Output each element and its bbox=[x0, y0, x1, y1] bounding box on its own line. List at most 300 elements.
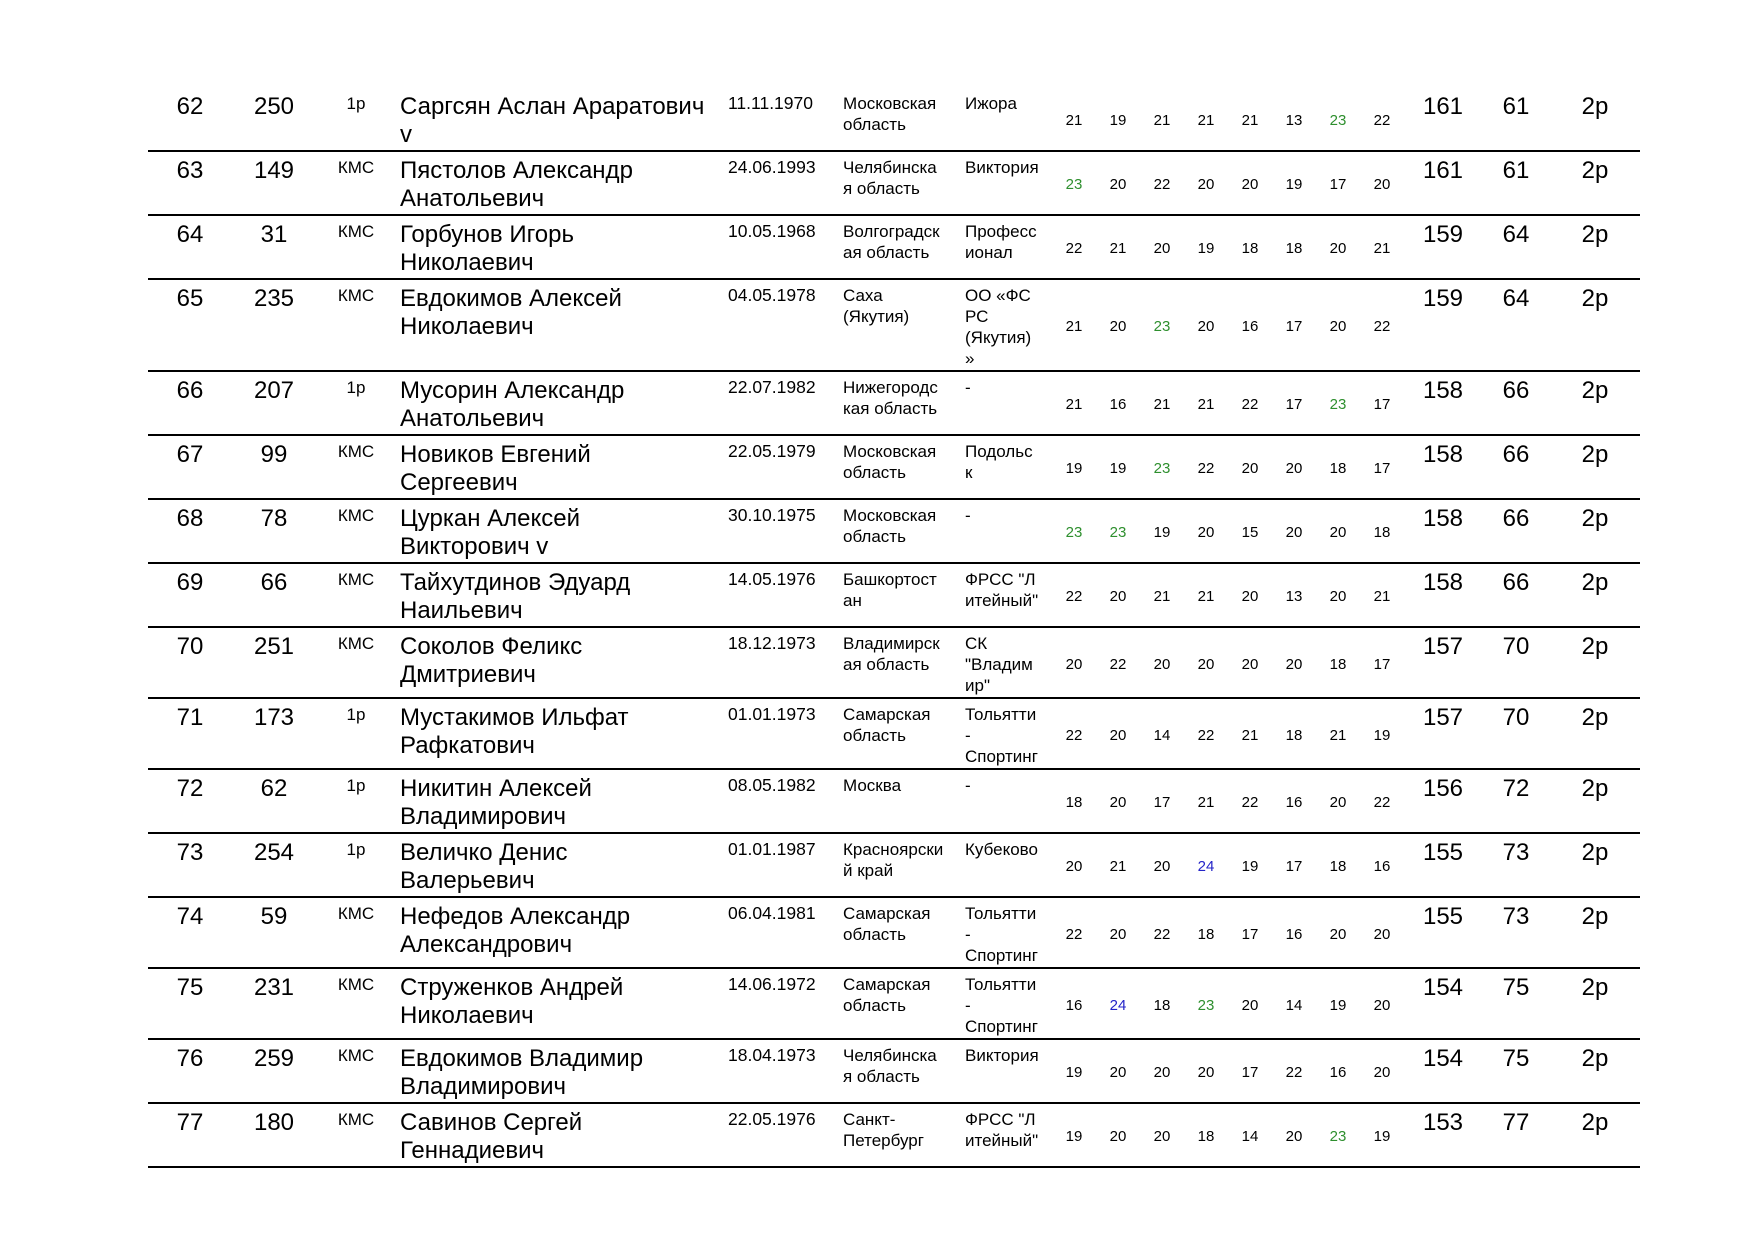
series-score-cell: 17 bbox=[1272, 279, 1316, 371]
total-score-cell: 155 bbox=[1404, 833, 1482, 897]
category-cell: 2р bbox=[1550, 1039, 1640, 1103]
category-cell: 2р bbox=[1550, 698, 1640, 769]
series-score-cell: 19 bbox=[1360, 1103, 1404, 1167]
series-score-cell: 14 bbox=[1140, 698, 1184, 769]
series-score-cell: 22 bbox=[1052, 698, 1096, 769]
start-number-cell: 235 bbox=[232, 279, 316, 371]
series-score-cell: 20 bbox=[1052, 833, 1096, 897]
result-row bbox=[148, 371, 1640, 435]
final-place-cell: 70 bbox=[1482, 627, 1550, 698]
series-score-cell: 20 bbox=[1096, 563, 1140, 627]
series-score-cell: 20 bbox=[1316, 769, 1360, 833]
result-row bbox=[148, 215, 1640, 279]
result-row bbox=[148, 151, 1640, 215]
birth-date-cell: 11.11.1970 bbox=[724, 88, 839, 151]
series-score-cell: 14 bbox=[1228, 1103, 1272, 1167]
final-place-cell: 75 bbox=[1482, 968, 1550, 1039]
place-cell: 62 bbox=[148, 88, 232, 151]
club-cell: ФРСС "Л итейный" bbox=[961, 563, 1052, 627]
series-score-cell: 20 bbox=[1184, 499, 1228, 563]
club-cell: Подольс к bbox=[961, 435, 1052, 499]
start-number-cell: 207 bbox=[232, 371, 316, 435]
series-score-cell: 20 bbox=[1184, 279, 1228, 371]
series-score-cell: 24 bbox=[1096, 968, 1140, 1039]
series-score-cell: 20 bbox=[1140, 215, 1184, 279]
series-score-cell: 23 bbox=[1096, 499, 1140, 563]
series-score-cell: 16 bbox=[1052, 968, 1096, 1039]
series-score-cell: 17 bbox=[1228, 1039, 1272, 1103]
region-cell: Красноярски й край bbox=[839, 833, 961, 897]
athlete-name-cell: Тайхутдинов Эдуард Наильевич bbox=[396, 563, 724, 627]
series-score-cell: 20 bbox=[1096, 279, 1140, 371]
category-cell: 2р bbox=[1550, 968, 1640, 1039]
series-score-cell: 20 bbox=[1316, 499, 1360, 563]
region-cell: Московская область bbox=[839, 88, 961, 151]
series-score-cell: 20 bbox=[1096, 151, 1140, 215]
athlete-name-cell: Евдокимов Алексей Николаевич bbox=[396, 279, 724, 371]
result-row bbox=[148, 698, 1640, 769]
total-score-cell: 158 bbox=[1404, 563, 1482, 627]
series-score-cell: 18 bbox=[1228, 215, 1272, 279]
series-score-cell: 20 bbox=[1316, 563, 1360, 627]
series-score-cell: 19 bbox=[1052, 1103, 1096, 1167]
series-score-cell: 18 bbox=[1316, 833, 1360, 897]
start-number-cell: 251 bbox=[232, 627, 316, 698]
series-score-cell: 22 bbox=[1184, 435, 1228, 499]
series-score-cell: 20 bbox=[1184, 627, 1228, 698]
place-cell: 69 bbox=[148, 563, 232, 627]
region-cell: Самарская область bbox=[839, 897, 961, 968]
series-score-cell: 18 bbox=[1184, 1103, 1228, 1167]
series-score-cell: 19 bbox=[1140, 499, 1184, 563]
region-cell: Нижегородс кая область bbox=[839, 371, 961, 435]
club-cell: ФРСС "Л итейный" bbox=[961, 1103, 1052, 1167]
total-score-cell: 156 bbox=[1404, 769, 1482, 833]
series-score-cell: 16 bbox=[1272, 769, 1316, 833]
series-score-cell: 20 bbox=[1228, 627, 1272, 698]
series-score-cell: 19 bbox=[1096, 88, 1140, 151]
series-score-cell: 20 bbox=[1316, 215, 1360, 279]
club-cell: Тольятти - Спортинг bbox=[961, 968, 1052, 1039]
series-score-cell: 20 bbox=[1272, 499, 1316, 563]
place-cell: 75 bbox=[148, 968, 232, 1039]
category-cell: 2р bbox=[1550, 769, 1640, 833]
total-score-cell: 158 bbox=[1404, 371, 1482, 435]
series-score-cell: 21 bbox=[1184, 769, 1228, 833]
place-cell: 72 bbox=[148, 769, 232, 833]
series-score-cell: 23 bbox=[1184, 968, 1228, 1039]
series-score-cell: 18 bbox=[1272, 215, 1316, 279]
series-score-cell: 16 bbox=[1272, 897, 1316, 968]
result-row bbox=[148, 563, 1640, 627]
birth-date-cell: 24.06.1993 bbox=[724, 151, 839, 215]
start-number-cell: 254 bbox=[232, 833, 316, 897]
rank-cell: КМС bbox=[316, 499, 396, 563]
place-cell: 70 bbox=[148, 627, 232, 698]
athlete-name-cell: Пястолов Александр Анатольевич bbox=[396, 151, 724, 215]
final-place-cell: 66 bbox=[1482, 499, 1550, 563]
place-cell: 64 bbox=[148, 215, 232, 279]
series-score-cell: 18 bbox=[1184, 897, 1228, 968]
category-cell: 2р bbox=[1550, 499, 1640, 563]
start-number-cell: 173 bbox=[232, 698, 316, 769]
start-number-cell: 149 bbox=[232, 151, 316, 215]
rank-cell: КМС bbox=[316, 563, 396, 627]
category-cell: 2р bbox=[1550, 563, 1640, 627]
final-place-cell: 61 bbox=[1482, 151, 1550, 215]
series-score-cell: 20 bbox=[1316, 897, 1360, 968]
total-score-cell: 159 bbox=[1404, 215, 1482, 279]
start-number-cell: 59 bbox=[232, 897, 316, 968]
total-score-cell: 157 bbox=[1404, 627, 1482, 698]
series-score-cell: 22 bbox=[1228, 371, 1272, 435]
series-score-cell: 19 bbox=[1272, 151, 1316, 215]
place-cell: 74 bbox=[148, 897, 232, 968]
final-place-cell: 66 bbox=[1482, 435, 1550, 499]
results-body bbox=[148, 88, 1640, 1167]
series-score-cell: 23 bbox=[1140, 435, 1184, 499]
series-score-cell: 23 bbox=[1316, 88, 1360, 151]
club-cell: - bbox=[961, 499, 1052, 563]
series-score-cell: 22 bbox=[1096, 627, 1140, 698]
region-cell: Санкт- Петербург bbox=[839, 1103, 961, 1167]
series-score-cell: 20 bbox=[1184, 1039, 1228, 1103]
region-cell: Московская область bbox=[839, 435, 961, 499]
birth-date-cell: 22.05.1976 bbox=[724, 1103, 839, 1167]
series-score-cell: 20 bbox=[1360, 1039, 1404, 1103]
start-number-cell: 78 bbox=[232, 499, 316, 563]
final-place-cell: 61 bbox=[1482, 88, 1550, 151]
athlete-name-cell: Новиков Евгений Сергеевич bbox=[396, 435, 724, 499]
total-score-cell: 161 bbox=[1404, 151, 1482, 215]
series-score-cell: 21 bbox=[1228, 88, 1272, 151]
final-place-cell: 73 bbox=[1482, 897, 1550, 968]
series-score-cell: 13 bbox=[1272, 563, 1316, 627]
series-score-cell: 20 bbox=[1228, 151, 1272, 215]
rank-cell: 1р bbox=[316, 769, 396, 833]
category-cell: 2р bbox=[1550, 897, 1640, 968]
category-cell: 2р bbox=[1550, 279, 1640, 371]
result-row bbox=[148, 1103, 1640, 1167]
series-score-cell: 14 bbox=[1272, 968, 1316, 1039]
club-cell: Тольятти - Спортинг bbox=[961, 698, 1052, 769]
series-score-cell: 18 bbox=[1316, 627, 1360, 698]
series-score-cell: 20 bbox=[1096, 769, 1140, 833]
series-score-cell: 18 bbox=[1140, 968, 1184, 1039]
series-score-cell: 19 bbox=[1228, 833, 1272, 897]
series-score-cell: 22 bbox=[1360, 279, 1404, 371]
athlete-name-cell: Струженков Андрей Николаевич bbox=[396, 968, 724, 1039]
result-row bbox=[148, 769, 1640, 833]
series-score-cell: 19 bbox=[1316, 968, 1360, 1039]
start-number-cell: 231 bbox=[232, 968, 316, 1039]
series-score-cell: 19 bbox=[1052, 435, 1096, 499]
series-score-cell: 20 bbox=[1140, 627, 1184, 698]
place-cell: 67 bbox=[148, 435, 232, 499]
series-score-cell: 20 bbox=[1360, 968, 1404, 1039]
series-score-cell: 22 bbox=[1140, 897, 1184, 968]
place-cell: 66 bbox=[148, 371, 232, 435]
rank-cell: КМС bbox=[316, 627, 396, 698]
rank-cell: КМС bbox=[316, 435, 396, 499]
rank-cell: КМС bbox=[316, 151, 396, 215]
birth-date-cell: 14.05.1976 bbox=[724, 563, 839, 627]
place-cell: 71 bbox=[148, 698, 232, 769]
total-score-cell: 155 bbox=[1404, 897, 1482, 968]
rank-cell: 1р bbox=[316, 88, 396, 151]
series-score-cell: 20 bbox=[1228, 968, 1272, 1039]
series-score-cell: 18 bbox=[1272, 698, 1316, 769]
rank-cell: КМС bbox=[316, 215, 396, 279]
series-score-cell: 17 bbox=[1360, 371, 1404, 435]
series-score-cell: 21 bbox=[1096, 833, 1140, 897]
series-score-cell: 22 bbox=[1272, 1039, 1316, 1103]
start-number-cell: 259 bbox=[232, 1039, 316, 1103]
series-score-cell: 22 bbox=[1140, 151, 1184, 215]
athlete-name-cell: Саргсян Аслан Араратович v bbox=[396, 88, 724, 151]
start-number-cell: 99 bbox=[232, 435, 316, 499]
category-cell: 2р bbox=[1550, 151, 1640, 215]
series-score-cell: 22 bbox=[1228, 769, 1272, 833]
rank-cell: КМС bbox=[316, 897, 396, 968]
club-cell: СК "Владим ир" bbox=[961, 627, 1052, 698]
series-score-cell: 21 bbox=[1052, 371, 1096, 435]
series-score-cell: 16 bbox=[1228, 279, 1272, 371]
series-score-cell: 21 bbox=[1360, 563, 1404, 627]
region-cell: Саха (Якутия) bbox=[839, 279, 961, 371]
club-cell: Ижора bbox=[961, 88, 1052, 151]
club-cell: Тольятти - Спортинг bbox=[961, 897, 1052, 968]
series-score-cell: 17 bbox=[1360, 627, 1404, 698]
club-cell: - bbox=[961, 371, 1052, 435]
series-score-cell: 21 bbox=[1184, 563, 1228, 627]
birth-date-cell: 18.04.1973 bbox=[724, 1039, 839, 1103]
series-score-cell: 21 bbox=[1316, 698, 1360, 769]
rank-cell: КМС bbox=[316, 1103, 396, 1167]
athlete-name-cell: Нефедов Александр Александрович bbox=[396, 897, 724, 968]
birth-date-cell: 08.05.1982 bbox=[724, 769, 839, 833]
start-number-cell: 250 bbox=[232, 88, 316, 151]
series-score-cell: 17 bbox=[1272, 833, 1316, 897]
region-cell: Самарская область bbox=[839, 698, 961, 769]
series-score-cell: 16 bbox=[1096, 371, 1140, 435]
athlete-name-cell: Соколов Феликс Дмитриевич bbox=[396, 627, 724, 698]
total-score-cell: 159 bbox=[1404, 279, 1482, 371]
final-place-cell: 70 bbox=[1482, 698, 1550, 769]
category-cell: 2р bbox=[1550, 1103, 1640, 1167]
rank-cell: 1р bbox=[316, 698, 396, 769]
series-score-cell: 22 bbox=[1360, 88, 1404, 151]
series-score-cell: 21 bbox=[1052, 279, 1096, 371]
series-score-cell: 20 bbox=[1096, 698, 1140, 769]
total-score-cell: 154 bbox=[1404, 968, 1482, 1039]
rank-cell: КМС bbox=[316, 279, 396, 371]
place-cell: 76 bbox=[148, 1039, 232, 1103]
category-cell: 2р bbox=[1550, 371, 1640, 435]
total-score-cell: 161 bbox=[1404, 88, 1482, 151]
final-place-cell: 66 bbox=[1482, 371, 1550, 435]
start-number-cell: 62 bbox=[232, 769, 316, 833]
series-score-cell: 20 bbox=[1360, 897, 1404, 968]
place-cell: 68 bbox=[148, 499, 232, 563]
series-score-cell: 21 bbox=[1184, 371, 1228, 435]
result-row bbox=[148, 897, 1640, 968]
rank-cell: КМС bbox=[316, 1039, 396, 1103]
series-score-cell: 17 bbox=[1228, 897, 1272, 968]
series-score-cell: 24 bbox=[1184, 833, 1228, 897]
series-score-cell: 20 bbox=[1096, 1039, 1140, 1103]
athlete-name-cell: Никитин Алексей Владимирович bbox=[396, 769, 724, 833]
total-score-cell: 158 bbox=[1404, 435, 1482, 499]
series-score-cell: 20 bbox=[1184, 151, 1228, 215]
series-score-cell: 21 bbox=[1052, 88, 1096, 151]
rank-cell: 1р bbox=[316, 833, 396, 897]
athlete-name-cell: Цуркан Алексей Викторович v bbox=[396, 499, 724, 563]
series-score-cell: 21 bbox=[1360, 215, 1404, 279]
athlete-name-cell: Мусорин Александр Анатольевич bbox=[396, 371, 724, 435]
series-score-cell: 21 bbox=[1184, 88, 1228, 151]
series-score-cell: 19 bbox=[1052, 1039, 1096, 1103]
series-score-cell: 23 bbox=[1052, 499, 1096, 563]
birth-date-cell: 22.05.1979 bbox=[724, 435, 839, 499]
results-table bbox=[148, 88, 1640, 1168]
result-row bbox=[148, 1039, 1640, 1103]
category-cell: 2р bbox=[1550, 627, 1640, 698]
series-score-cell: 20 bbox=[1360, 151, 1404, 215]
series-score-cell: 20 bbox=[1228, 563, 1272, 627]
series-score-cell: 23 bbox=[1316, 1103, 1360, 1167]
series-score-cell: 17 bbox=[1272, 371, 1316, 435]
series-score-cell: 21 bbox=[1140, 371, 1184, 435]
total-score-cell: 154 bbox=[1404, 1039, 1482, 1103]
series-score-cell: 19 bbox=[1360, 698, 1404, 769]
series-score-cell: 16 bbox=[1360, 833, 1404, 897]
region-cell: Челябинска я область bbox=[839, 1039, 961, 1103]
birth-date-cell: 14.06.1972 bbox=[724, 968, 839, 1039]
region-cell: Москва bbox=[839, 769, 961, 833]
rank-cell: 1р bbox=[316, 371, 396, 435]
final-place-cell: 64 bbox=[1482, 215, 1550, 279]
club-cell: Професс ионал bbox=[961, 215, 1052, 279]
series-score-cell: 23 bbox=[1052, 151, 1096, 215]
start-number-cell: 31 bbox=[232, 215, 316, 279]
series-score-cell: 16 bbox=[1316, 1039, 1360, 1103]
start-number-cell: 180 bbox=[232, 1103, 316, 1167]
category-cell: 2р bbox=[1550, 435, 1640, 499]
series-score-cell: 22 bbox=[1052, 215, 1096, 279]
total-score-cell: 158 bbox=[1404, 499, 1482, 563]
club-cell: ОО «ФС РС (Якутия) » bbox=[961, 279, 1052, 371]
total-score-cell: 157 bbox=[1404, 698, 1482, 769]
athlete-name-cell: Величко Денис Валерьевич bbox=[396, 833, 724, 897]
series-score-cell: 22 bbox=[1052, 897, 1096, 968]
series-score-cell: 17 bbox=[1360, 435, 1404, 499]
series-score-cell: 20 bbox=[1316, 279, 1360, 371]
rank-cell: КМС bbox=[316, 968, 396, 1039]
series-score-cell: 22 bbox=[1184, 698, 1228, 769]
series-score-cell: 21 bbox=[1140, 563, 1184, 627]
series-score-cell: 15 bbox=[1228, 499, 1272, 563]
series-score-cell: 20 bbox=[1272, 435, 1316, 499]
result-row bbox=[148, 435, 1640, 499]
category-cell: 2р bbox=[1550, 88, 1640, 151]
series-score-cell: 19 bbox=[1184, 215, 1228, 279]
series-score-cell: 22 bbox=[1052, 563, 1096, 627]
series-score-cell: 19 bbox=[1096, 435, 1140, 499]
athlete-name-cell: Горбунов Игорь Николаевич bbox=[396, 215, 724, 279]
athlete-name-cell: Мустакимов Ильфат Рафкатович bbox=[396, 698, 724, 769]
result-row bbox=[148, 88, 1640, 151]
place-cell: 65 bbox=[148, 279, 232, 371]
region-cell: Владимирск ая область bbox=[839, 627, 961, 698]
series-score-cell: 23 bbox=[1316, 371, 1360, 435]
final-place-cell: 64 bbox=[1482, 279, 1550, 371]
final-place-cell: 75 bbox=[1482, 1039, 1550, 1103]
region-cell: Челябинска я область bbox=[839, 151, 961, 215]
series-score-cell: 21 bbox=[1140, 88, 1184, 151]
athlete-name-cell: Евдокимов Владимир Владимирович bbox=[396, 1039, 724, 1103]
series-score-cell: 22 bbox=[1360, 769, 1404, 833]
series-score-cell: 18 bbox=[1052, 769, 1096, 833]
start-number-cell: 66 bbox=[232, 563, 316, 627]
series-score-cell: 20 bbox=[1096, 897, 1140, 968]
result-row bbox=[148, 968, 1640, 1039]
club-cell: Кубеково bbox=[961, 833, 1052, 897]
place-cell: 63 bbox=[148, 151, 232, 215]
series-score-cell: 20 bbox=[1096, 1103, 1140, 1167]
club-cell: Виктория bbox=[961, 1039, 1052, 1103]
series-score-cell: 17 bbox=[1316, 151, 1360, 215]
birth-date-cell: 30.10.1975 bbox=[724, 499, 839, 563]
result-row bbox=[148, 627, 1640, 698]
place-cell: 77 bbox=[148, 1103, 232, 1167]
series-score-cell: 21 bbox=[1096, 215, 1140, 279]
series-score-cell: 20 bbox=[1140, 1039, 1184, 1103]
region-cell: Башкортост ан bbox=[839, 563, 961, 627]
result-row bbox=[148, 833, 1640, 897]
series-score-cell: 18 bbox=[1360, 499, 1404, 563]
region-cell: Волгоградск ая область bbox=[839, 215, 961, 279]
region-cell: Самарская область bbox=[839, 968, 961, 1039]
final-place-cell: 77 bbox=[1482, 1103, 1550, 1167]
birth-date-cell: 18.12.1973 bbox=[724, 627, 839, 698]
total-score-cell: 153 bbox=[1404, 1103, 1482, 1167]
series-score-cell: 13 bbox=[1272, 88, 1316, 151]
series-score-cell: 21 bbox=[1228, 698, 1272, 769]
result-row bbox=[148, 279, 1640, 371]
birth-date-cell: 22.07.1982 bbox=[724, 371, 839, 435]
series-score-cell: 18 bbox=[1316, 435, 1360, 499]
birth-date-cell: 04.05.1978 bbox=[724, 279, 839, 371]
series-score-cell: 20 bbox=[1140, 1103, 1184, 1167]
final-place-cell: 66 bbox=[1482, 563, 1550, 627]
birth-date-cell: 10.05.1968 bbox=[724, 215, 839, 279]
birth-date-cell: 01.01.1987 bbox=[724, 833, 839, 897]
series-score-cell: 20 bbox=[1228, 435, 1272, 499]
category-cell: 2р bbox=[1550, 215, 1640, 279]
club-cell: - bbox=[961, 769, 1052, 833]
series-score-cell: 23 bbox=[1140, 279, 1184, 371]
series-score-cell: 20 bbox=[1272, 1103, 1316, 1167]
series-score-cell: 20 bbox=[1052, 627, 1096, 698]
final-place-cell: 72 bbox=[1482, 769, 1550, 833]
region-cell: Московская область bbox=[839, 499, 961, 563]
category-cell: 2р bbox=[1550, 833, 1640, 897]
club-cell: Виктория bbox=[961, 151, 1052, 215]
result-row bbox=[148, 499, 1640, 563]
birth-date-cell: 06.04.1981 bbox=[724, 897, 839, 968]
final-place-cell: 73 bbox=[1482, 833, 1550, 897]
